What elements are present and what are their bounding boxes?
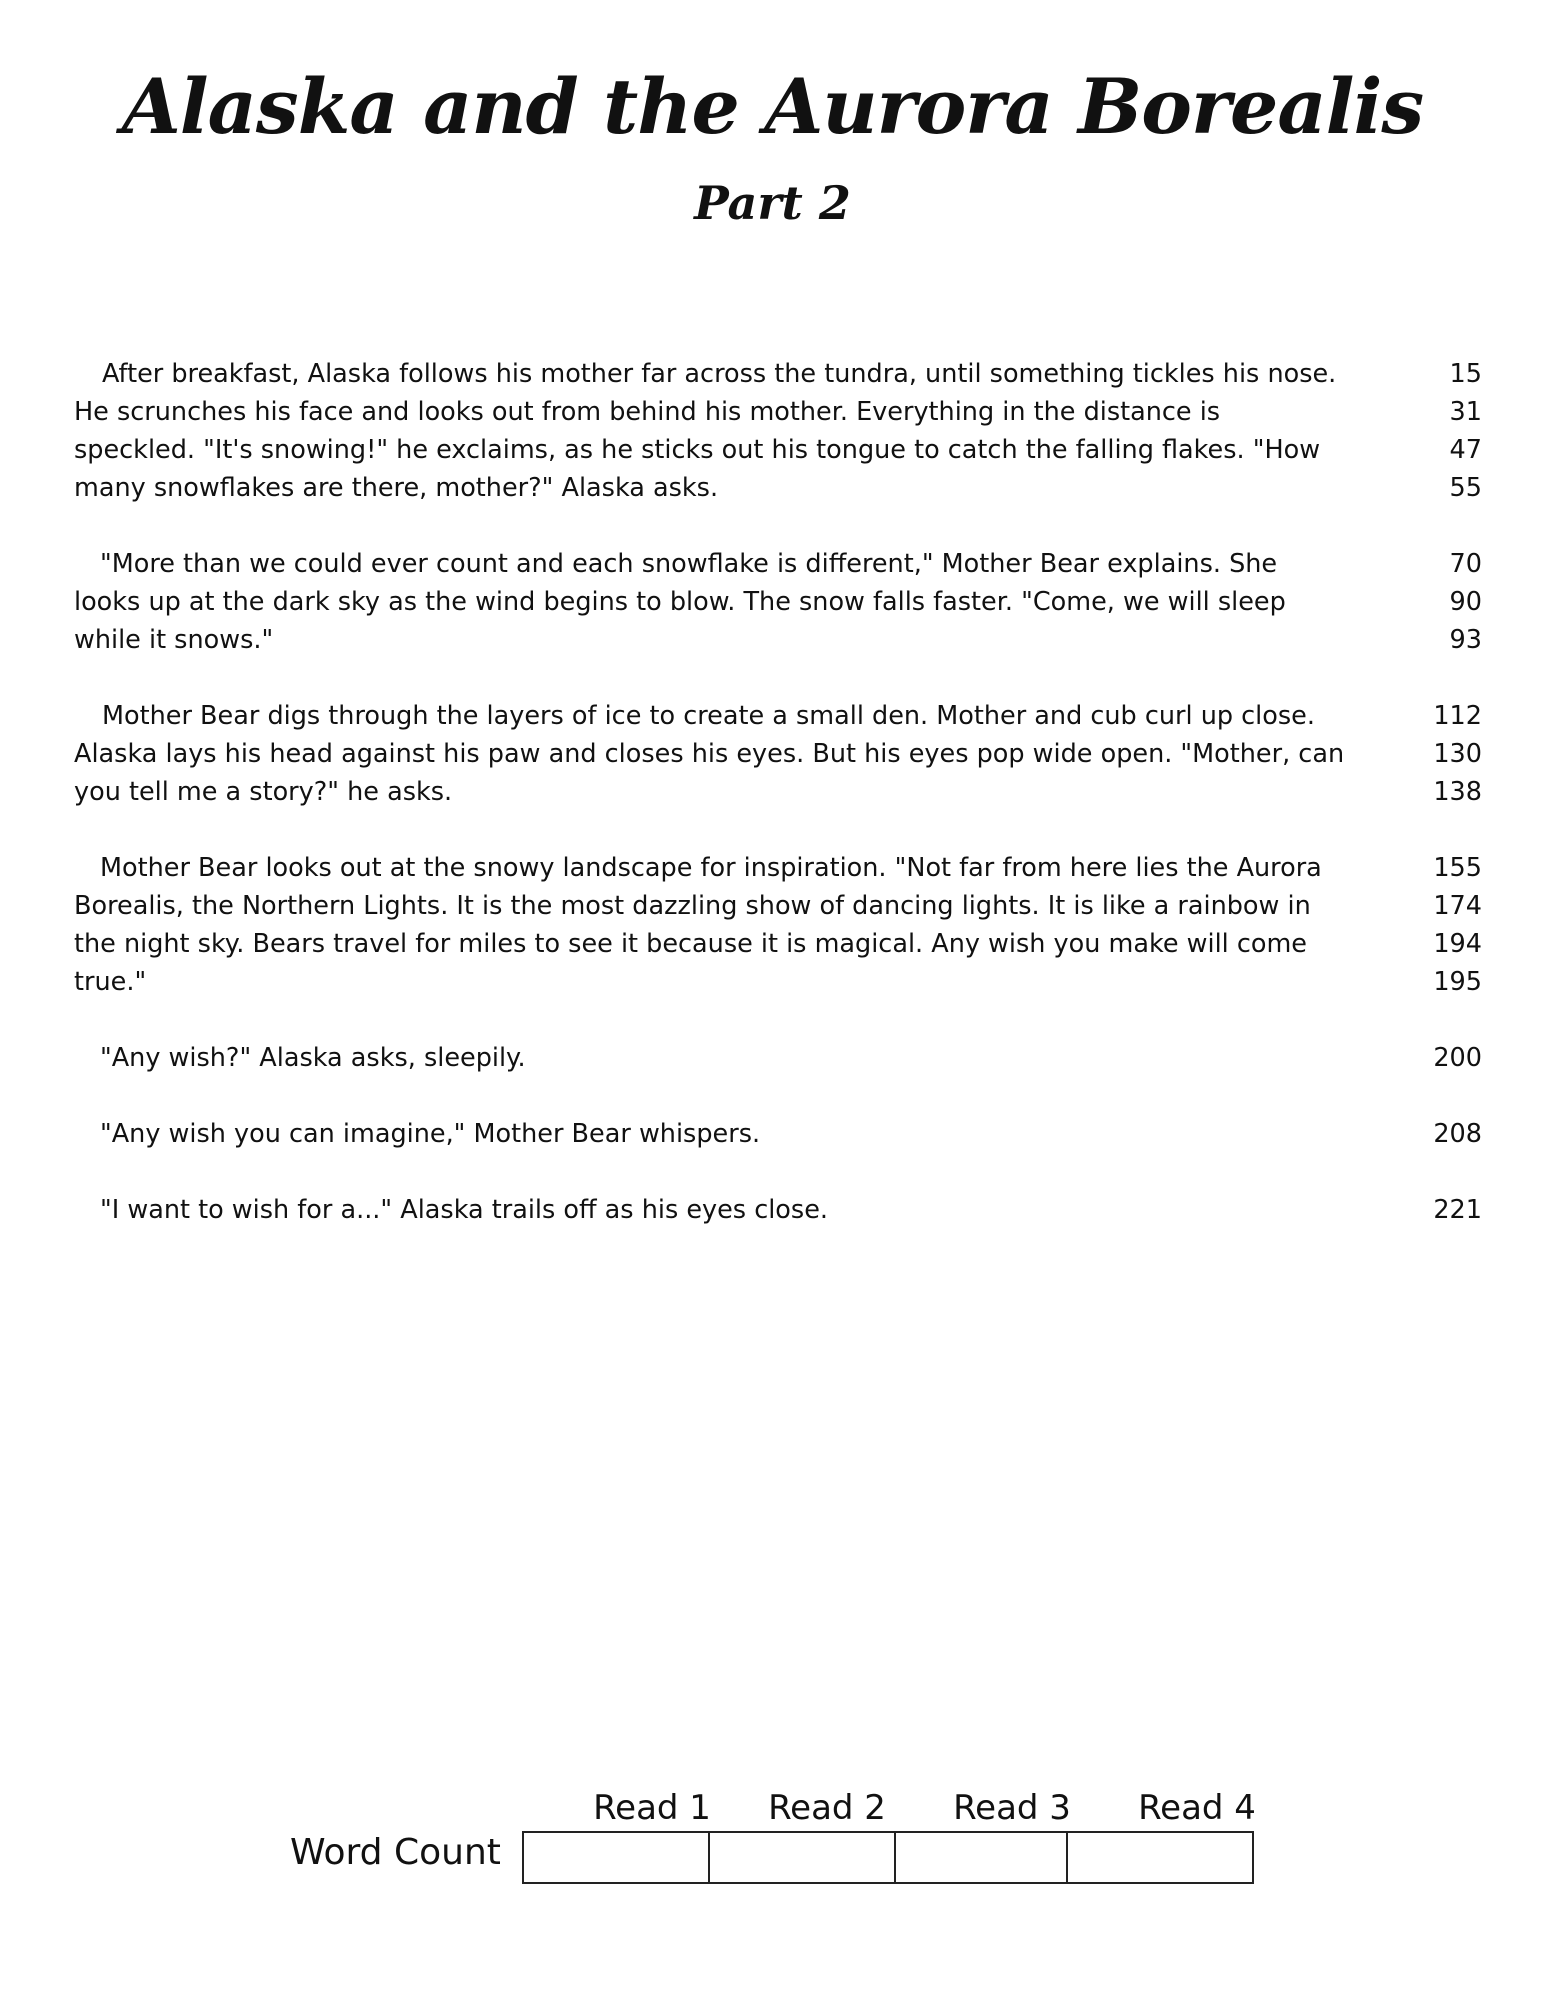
cumulative-word-count: 70 [1449,549,1482,579]
line-text: After breakfast, Alaska follows his mother far across the tundra, until something tickles his nose. [102,359,1337,389]
line-text: "Any wish you can imagine," Mother Bear whispers. [100,1119,761,1149]
paragraph [74,545,1494,659]
passage-line [74,355,1494,393]
passage-line [74,621,1494,659]
cumulative-word-count: 194 [1433,929,1482,959]
paragraph [74,1191,1494,1229]
cumulative-word-count: 155 [1433,853,1482,883]
line-text: while it snows." [74,625,274,655]
word-count-label: Word Count [290,1832,501,1873]
cumulative-word-count: 208 [1433,1119,1482,1149]
read-1-cell[interactable] [524,1833,710,1882]
passage-line [74,583,1494,621]
cumulative-word-count: 221 [1433,1195,1482,1225]
line-text: Mother Bear digs through the layers of ice to create a small den. Mother and cub curl up close. [102,701,1315,731]
passage-line [74,545,1494,583]
paragraph [74,1039,1494,1077]
line-text: Alaska lays his head against his paw and closes his eyes. But his eyes pop wide open. "Mother, can [74,739,1345,769]
passage-line [74,1039,1494,1077]
paragraph [74,1115,1494,1153]
paragraph [74,697,1494,811]
line-text: "More than we could ever count and each snowflake is different," Mother Bear explains. She [100,549,1278,579]
passage-line [74,393,1494,431]
read-3-cell[interactable] [896,1833,1068,1882]
cumulative-word-count: 47 [1449,435,1482,465]
cumulative-word-count: 112 [1433,701,1482,731]
passage-line [74,849,1494,887]
cumulative-word-count: 90 [1449,587,1482,617]
cumulative-word-count: 93 [1449,625,1482,655]
line-text: you tell me a story?" he asks. [74,777,453,807]
passage-line [74,697,1494,735]
passage-line [74,963,1494,1001]
cumulative-word-count: 15 [1449,359,1482,389]
read-1-header: Read 1 [593,1788,711,1828]
cumulative-word-count: 174 [1433,891,1482,921]
read-2-cell[interactable] [710,1833,896,1882]
line-text: speckled. "It's snowing!" he exclaims, as he sticks out his tongue to catch the falling flakes. "How [74,435,1321,465]
line-text: "Any wish?" Alaska asks, sleepily. [100,1043,526,1073]
cumulative-word-count: 31 [1449,397,1482,427]
cumulative-word-count: 195 [1433,967,1482,997]
passage-line [74,469,1494,507]
passage-line [74,887,1494,925]
read-3-header: Read 3 [953,1788,1071,1828]
passage-line [74,925,1494,963]
reading-passage [74,355,1494,1267]
line-text: true." [74,967,147,997]
word-count-table [522,1831,1254,1884]
read-4-cell[interactable] [1068,1833,1252,1882]
page-subtitle: Part 2 [694,176,851,230]
page-title: Alaska and the Aurora Borealis [121,62,1424,151]
line-text: He scrunches his face and looks out from behind his mother. Everything in the distance is [74,397,1221,427]
cumulative-word-count: 55 [1449,473,1482,503]
paragraph [74,355,1494,507]
cumulative-word-count: 138 [1433,777,1482,807]
line-text: the night sky. Bears travel for miles to see it because it is magical. Any wish you make will come [74,929,1307,959]
line-text: looks up at the dark sky as the wind begins to blow. The snow falls faster. "Come, we will sleep [74,587,1286,617]
passage-line [74,1191,1494,1229]
cumulative-word-count: 130 [1433,739,1482,769]
passage-line [74,773,1494,811]
line-text: "I want to wish for a..." Alaska trails off as his eyes close. [100,1195,828,1225]
paragraph [74,849,1494,1001]
line-text: many snowflakes are there, mother?" Alaska asks. [74,473,719,503]
passage-line [74,735,1494,773]
line-text: Mother Bear looks out at the snowy landscape for inspiration. "Not far from here lies the Aurora [100,853,1322,883]
read-4-header: Read 4 [1138,1788,1256,1828]
read-2-header: Read 2 [768,1788,886,1828]
passage-line [74,431,1494,469]
cumulative-word-count: 200 [1433,1043,1482,1073]
passage-line [74,1115,1494,1153]
line-text: Borealis, the Northern Lights. It is the most dazzling show of dancing lights. It is like a rainbow in [74,891,1311,921]
